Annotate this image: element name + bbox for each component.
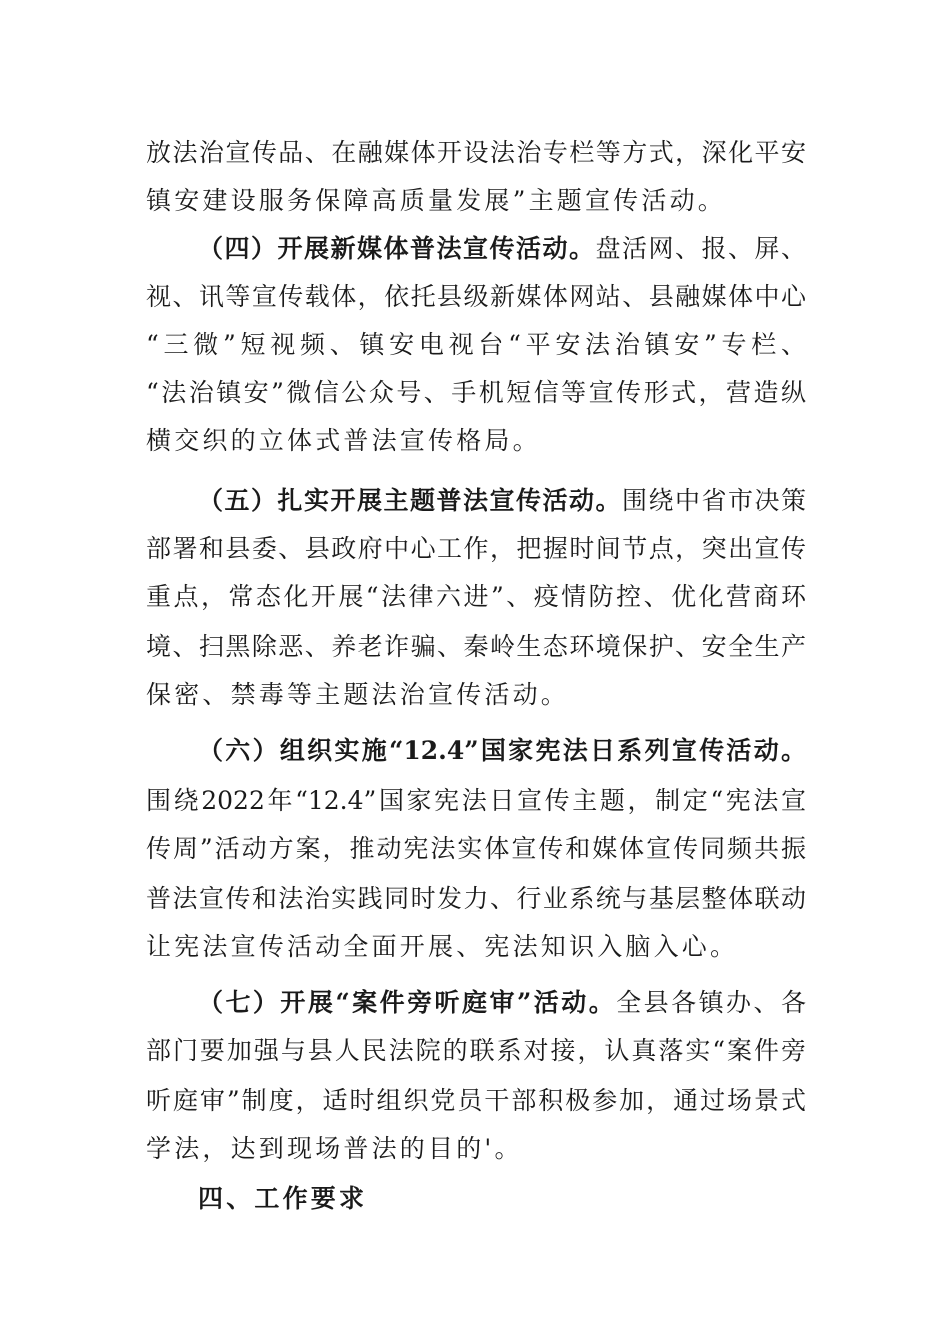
text-line: 放法治宣传品、在融媒体开设法治专栏等方式，深化平安 xyxy=(146,138,806,167)
paragraph-4-first-line xyxy=(198,234,806,264)
text-span: 全县各镇办、各 xyxy=(616,988,806,1017)
text-line: 传周”活动方案，推动宪法实体宣传和媒体宣传同频共振 xyxy=(146,834,806,863)
paragraph-4-heading: （四）开展新媒体普法宣传活动。 xyxy=(198,234,596,263)
text-line: 横交织的立体式普法宣传格局。 xyxy=(146,426,541,455)
text-line: 部署和县委、县政府中心工作，把握时间节点，突出宣传 xyxy=(146,534,806,563)
paragraph-5-heading: （五）扎实开展主题普法宣传活动。 xyxy=(198,486,622,515)
text-line: “法治镇安”微信公众号、手机短信等宣传形式，营造纵 xyxy=(146,378,806,407)
text-line: 视、讯等宣传载体，依托县级新媒体网站、县融媒体中心 xyxy=(146,282,806,311)
paragraph-5-first-line xyxy=(198,486,806,516)
text-span: 围绕中省市决策 xyxy=(621,486,806,515)
text-line: 听庭审”制度，适时组织党员干部积极参加，通过场景式 xyxy=(146,1086,806,1115)
text-line: 学法，达到现场普法的目的'。 xyxy=(146,1134,523,1163)
text-line: 部门要加强与县人民法院的联系对接，认真落实“案件旁 xyxy=(146,1036,806,1065)
text-line: 围绕2022年“12.4”国家宪法日宣传主题，制定“宪法宣 xyxy=(146,786,806,815)
text-line: 保密、禁毒等主题法治宣传活动。 xyxy=(146,680,570,709)
text-line: 境、扫黑除恶、养老诈骗、秦岭生态环境保护、安全生产 xyxy=(146,632,806,661)
text-line: 普法宣传和法治实践同时发力、行业系统与基层整体联动 xyxy=(146,884,806,913)
paragraph-7-heading: （七）开展“案件旁听庭审”活动。 xyxy=(198,988,617,1017)
text-line: 重点，常态化开展“法律六进”、疫情防控、优化营商环 xyxy=(146,582,806,611)
paragraph-6-heading: （六）组织实施“12.4”国家宪法日系列宣传活动。 xyxy=(198,736,806,765)
text-line: “三微”短视频、镇安电视台“平安法治镇安”专栏、 xyxy=(146,330,806,359)
text-line: 镇安建设服务保障高质量发展”主题宣传活动。 xyxy=(146,186,726,215)
section-heading: 四、工作要求 xyxy=(198,1184,368,1213)
text-span: 盘活网、报、屏、 xyxy=(595,234,806,263)
paragraph-7-first-line xyxy=(198,988,806,1018)
text-line: 让宪法宣传活动全面开展、宪法知识入脑入心。 xyxy=(146,932,739,961)
